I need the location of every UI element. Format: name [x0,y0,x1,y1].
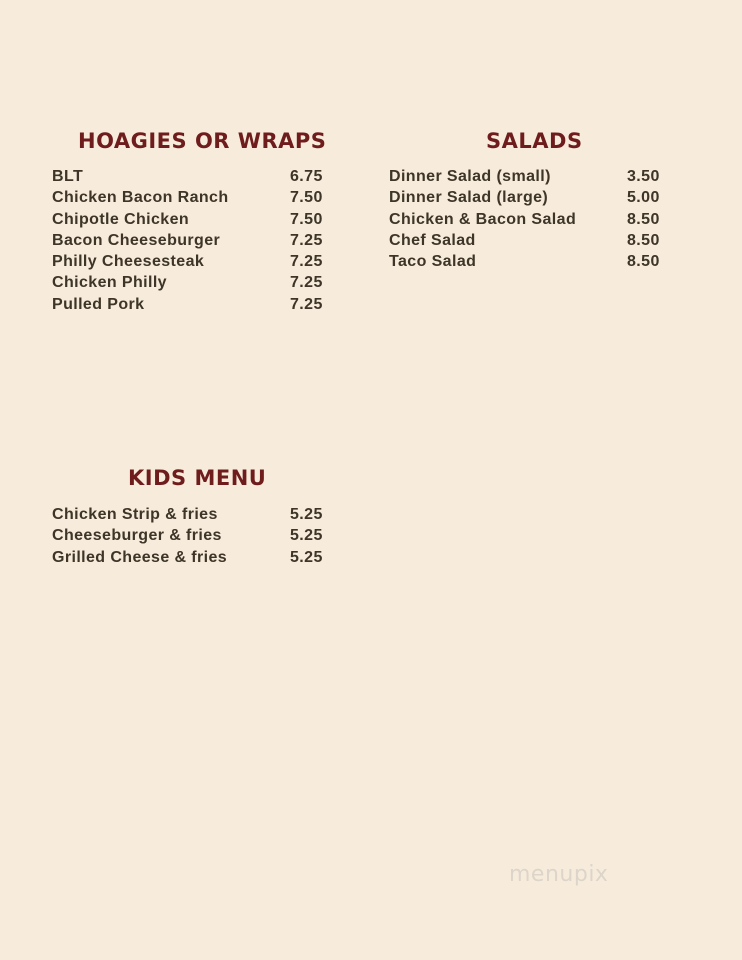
menu-item-row [52,296,332,317]
menu-item-price: 7.25 [290,253,323,271]
menu-item-price: 5.00 [627,189,660,207]
menu-item-price: 7.25 [290,295,323,313]
menupix-watermark-logo: menupix [509,862,609,887]
salads-heading: SALADS [486,129,583,153]
menu-item-row [52,506,332,527]
menu-item-price: 5.25 [290,548,323,566]
menu-item-name: Dinner Salad (small) [389,168,551,185]
menu-item-name: Chicken Philly [52,274,167,292]
menu-item-price: 8.50 [627,231,660,249]
menu-item-price: 3.50 [627,168,660,185]
menu-item-name: Pulled Pork [52,295,145,313]
menu-item-row [52,274,332,295]
hoagies-item-list [52,168,332,317]
menu-item-name: Chicken Bacon Ranch [52,189,229,207]
menu-item-row [389,211,669,232]
menu-item-price: 6.75 [290,168,323,185]
menu-item-row [52,549,332,570]
menu-item-price: 5.25 [290,506,323,523]
menu-item-price: 5.25 [290,527,323,545]
menu-item-name: BLT [52,168,84,185]
menu-item-name: Taco Salad [389,253,477,271]
menu-item-name: Chicken & Bacon Salad [389,210,577,228]
menu-item-row [389,168,669,189]
menu-item-price: 8.50 [627,210,660,228]
menu-item-row [52,232,332,253]
menu-item-name: Chipotle Chicken [52,210,190,228]
menu-item-row [52,211,332,232]
menu-item-name: Cheeseburger & fries [52,527,222,545]
menu-item-row [52,168,332,189]
menu-item-name: Grilled Cheese & fries [52,548,228,566]
menu-item-price: 8.50 [627,253,660,271]
hoagies-heading: HOAGIES OR WRAPS [78,129,327,153]
menu-item-price: 7.25 [290,231,323,249]
menu-item-name: Bacon Cheeseburger [52,231,221,249]
menu-item-row [52,527,332,548]
menu-item-name: Philly Cheesesteak [52,253,205,271]
kids-item-list [52,506,332,570]
menu-item-row [389,253,669,274]
menu-item-price: 7.25 [290,274,323,292]
menu-item-row [389,232,669,253]
menu-item-name: Chicken Strip & fries [52,506,218,523]
menu-item-price: 7.50 [290,210,323,228]
kids-heading: KIDS MENU [128,466,267,490]
menu-item-row [52,189,332,210]
menu-item-name: Dinner Salad (large) [389,189,549,207]
menu-item-price: 7.50 [290,189,323,207]
menu-item-row [52,253,332,274]
menu-item-row [389,189,669,210]
menu-item-name: Chef Salad [389,231,476,249]
salads-item-list [389,168,669,274]
